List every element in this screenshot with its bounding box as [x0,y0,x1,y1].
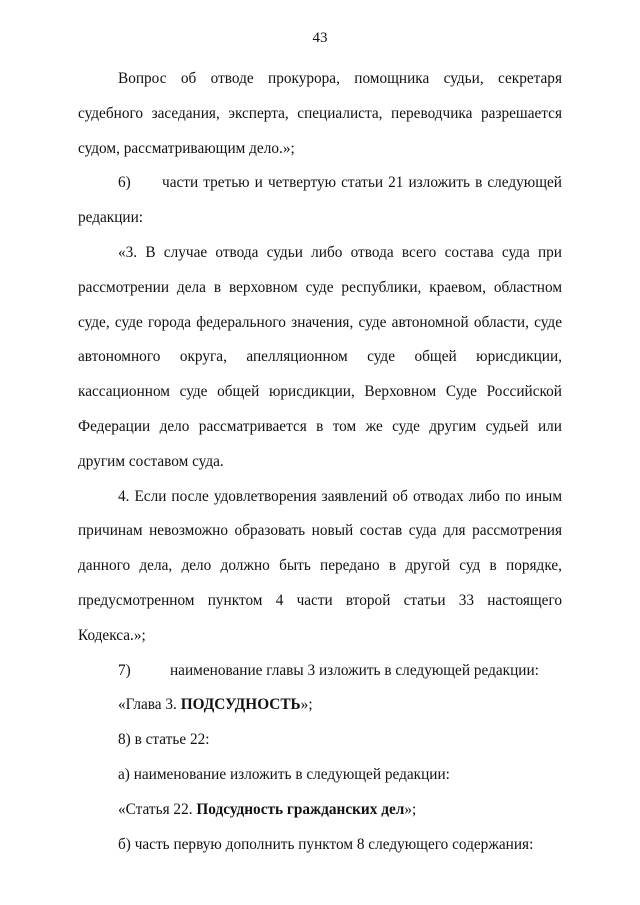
paragraph-part-4: 4. Если после удовлетворения заявлений об отводах либо по иным причинам невозможно образовать новый состав суда для рассмотрения данного дела, дело должно быть передано в другой суд в порядке, предусмотренном пунктом 4 части второй статьи 33 настоящего Кодекса.»; [78,487,562,644]
document-body [78,62,562,862]
item-number: 7) [118,661,131,679]
paragraph-subitem-a: а) наименование изложить в следующей редакции: [118,765,450,783]
page-number: 43 [312,30,328,46]
paragraph-chapter-3-title [78,688,562,723]
paragraph-subitem-b: б) часть первую дополнить пунктом 8 следующего содержания: [118,835,534,853]
article-prefix: «Статья 22. [118,800,197,818]
item-text: части третью и четвертую статьи 21 изложить в следующей редакции: [78,174,562,227]
chapter-title: ПОДСУДНОСТЬ [180,696,301,714]
paragraph-item-6 [78,166,562,236]
paragraph-item-8: 8) в статье 22: [118,731,210,749]
paragraph-part-3: «3. В случае отвода судьи либо отвода всего состава суда при рассмотрении дела в верховном суде республики, краевом, областном суде, суде города федерального значения, суде автономной области, суде автономного округа, апелляционном суде общей юрисдикции, кассационном суде общей юрисдикции, Верховном Суде Российской Федерации дело рассматривается в том же суде другим судьей или другим составом суда. [78,243,562,470]
paragraph-recusal-question: Вопрос об отводе прокурора, помощника судьи, секретаря судебного заседания, эксперта, специалиста, переводчика разрешается судом, рассматривающим дело.»; [78,70,562,157]
paragraph-item-7 [78,654,562,689]
item-text: наименование главы 3 изложить в следующей редакции: [170,661,539,679]
item-number: 6) [118,174,131,192]
article-title: Подсудность гражданских дел [196,800,405,818]
chapter-prefix: «Глава 3. [118,696,181,714]
paragraph-article-22-title [78,793,562,828]
chapter-suffix: »; [300,696,313,714]
article-suffix: »; [404,800,417,818]
